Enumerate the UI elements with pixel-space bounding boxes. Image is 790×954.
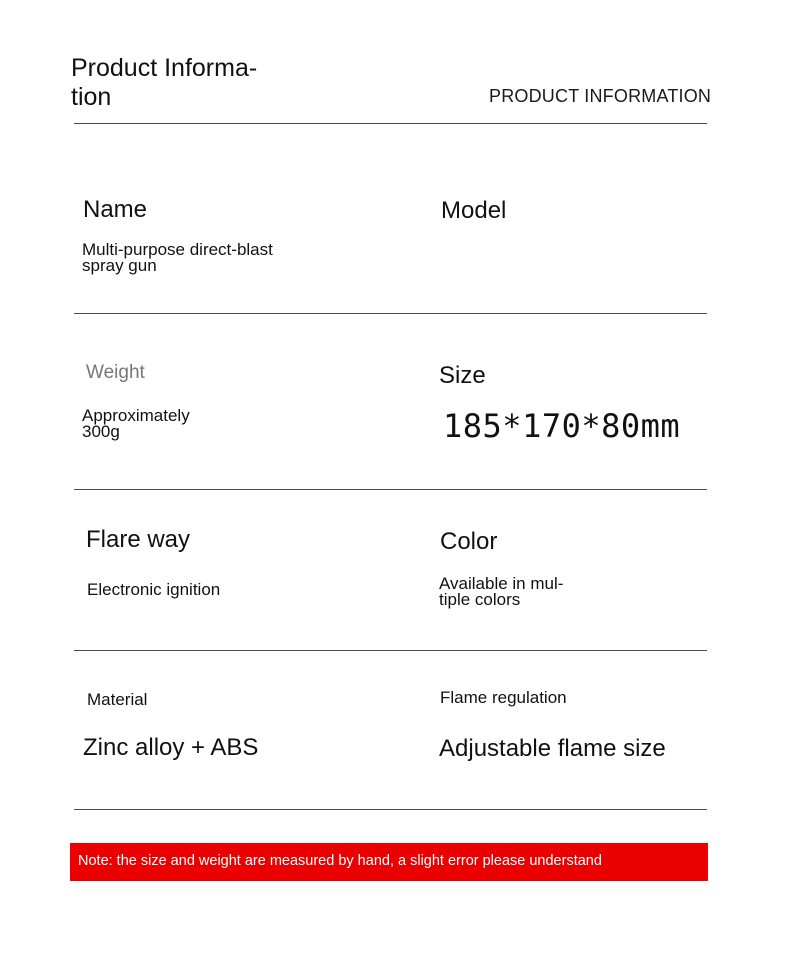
- material-label: Material: [87, 690, 148, 709]
- material-value: Zinc alloy + ABS: [83, 734, 259, 761]
- row-divider-4: [74, 809, 707, 810]
- color-value: Available in mul- tiple colors: [439, 574, 564, 609]
- name-value: Multi-purpose direct-blast spray gun: [82, 240, 273, 275]
- size-label: Size: [439, 362, 486, 389]
- note-text: Note: the size and weight are measured by hand, a slight error please understand: [78, 853, 602, 869]
- color-label: Color: [440, 528, 498, 555]
- flare-way-value: Electronic ignition: [87, 580, 221, 599]
- page-title: Product Informa- tion: [71, 54, 258, 111]
- row-divider-2: [74, 489, 707, 490]
- flame-regulation-label: Flame regulation: [440, 688, 567, 707]
- flare-way-label: Flare way: [86, 526, 191, 553]
- weight-label: Weight: [86, 362, 145, 383]
- flame-regulation-value: Adjustable flame size: [439, 735, 666, 762]
- model-label: Model: [441, 197, 507, 224]
- weight-value: Approximately 300g: [82, 406, 190, 441]
- note-banner: [70, 843, 708, 881]
- row-divider-3: [74, 650, 707, 651]
- row-divider-1: [74, 313, 707, 314]
- name-label: Name: [83, 196, 148, 223]
- size-value: 185*170*80mm: [443, 407, 681, 445]
- header-divider: [74, 123, 707, 124]
- page-title-english: PRODUCT INFORMATION: [489, 86, 712, 106]
